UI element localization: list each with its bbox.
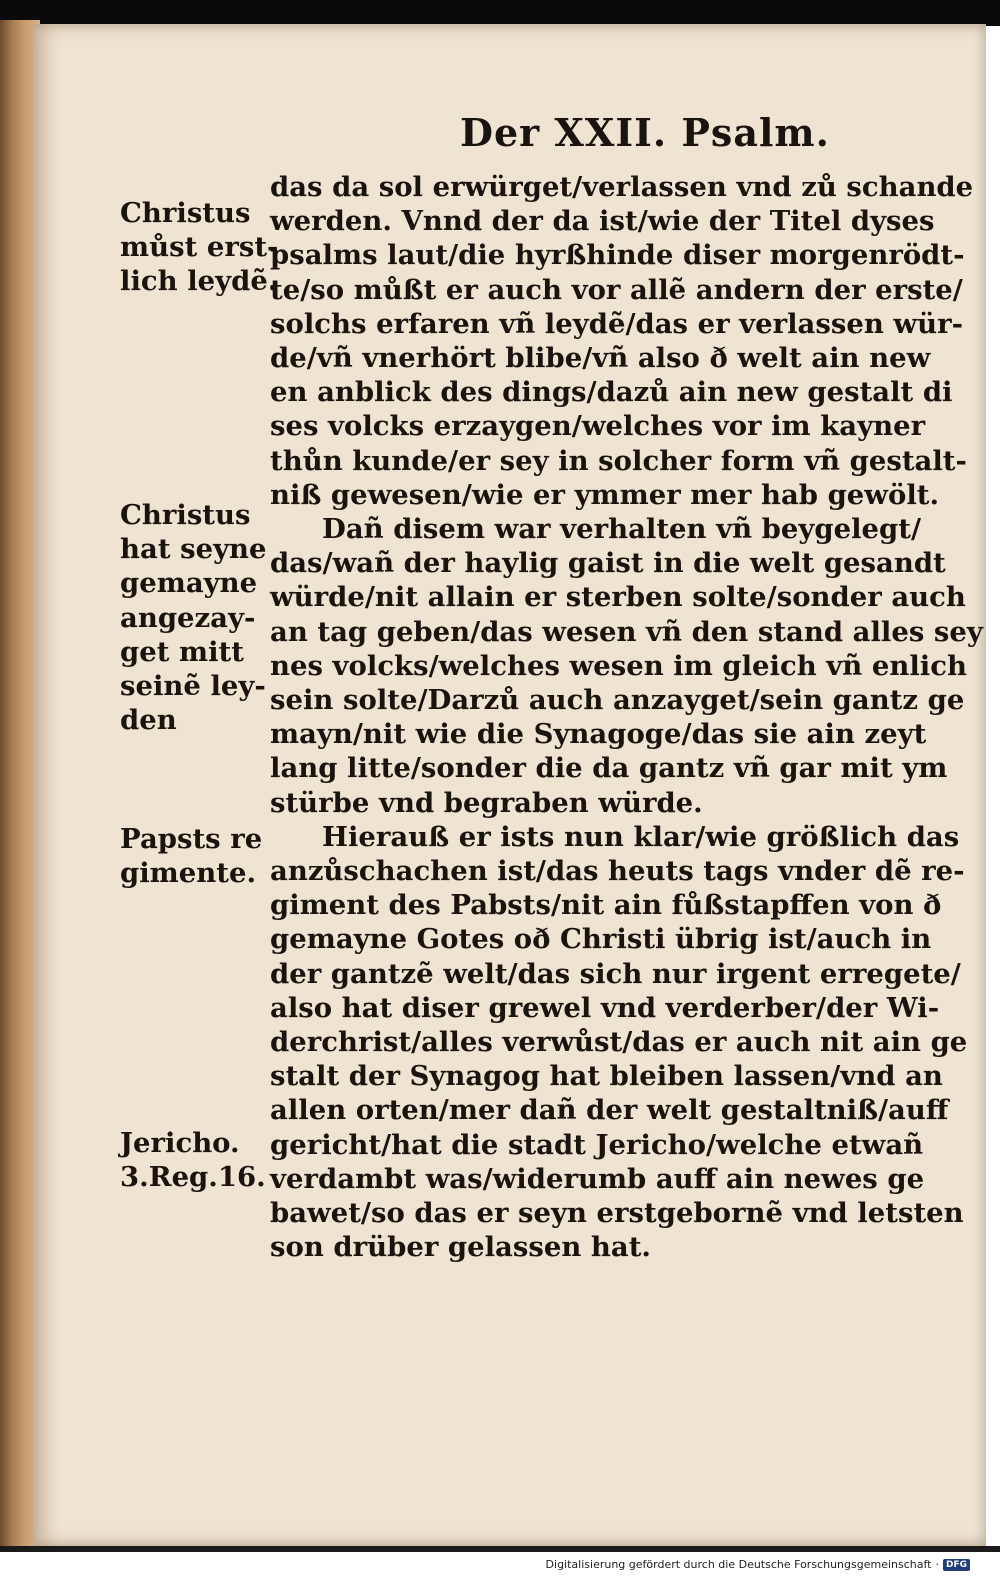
text-line: gemayne Gotes oð Christi übrig ist/auch in [270,923,932,956]
text-line: verdambt was/widerumb auff ain newes ge [270,1162,925,1195]
margin-note-line: Jericho. [120,1127,240,1159]
text-line: allen orten/mer dañ der welt gestaltniß/auff [270,1094,949,1127]
text-line: derchrist/alles verwůst/das er auch nit ain ge [270,1026,968,1059]
margin-note-jericho [120,1126,280,1194]
text-line: Dañ disem war verhalten vñ beygelegt/ [322,513,921,546]
text-line: lang litte/sonder die da gantz vñ gar mit ym [270,752,948,785]
margin-note-line: lich leydẽ. [120,265,278,298]
margin-note-line: gemayne [120,567,258,600]
scan-top-border [0,0,1000,26]
margin-note-line: Papsts re [120,823,263,855]
body-text-block [270,170,983,1265]
text-line: en anblick des dings/dazů ain new gestalt di [270,376,953,409]
page-header-title: Der XXII. Psalm. [460,110,830,155]
text-line: stürbe vnd begraben würde. [270,786,703,819]
margin-note-christus-leiden [120,196,280,299]
margin-note-line: 3.Reg.16. [120,1161,266,1194]
margin-note-christus-gemayne [120,498,280,737]
text-line: son drüber gelassen hat. [270,1231,651,1264]
text-line: nes volcks/welches wesen im gleich vñ enlich [270,649,967,682]
margin-note-line: můst erst- [120,231,279,264]
margin-note-line: Christus [120,499,251,531]
text-line: ses volcks erzaygen/welches vor im kayner [270,410,926,443]
text-line: an tag geben/das wesen vñ den stand alles sey [270,615,983,648]
text-line: solchs erfaren vñ leydẽ/das er verlassen wür- [270,307,963,340]
text-line: der gantzẽ welt/das sich nur irgent erregete/ [270,957,961,990]
margin-note-line: den [120,704,177,737]
scan-bottom-border [0,1546,1000,1552]
text-line: werden. Vnnd der da ist/wie der Titel dyses [270,205,935,238]
text-line: Hierauß er ists nun klar/wie größlich das [322,820,960,853]
text-line: würde/nit allain er sterben solte/sonder auch [270,581,966,614]
margin-note-line: hat seyne [120,533,267,566]
text-line: sein solte/Darzů auch anzayget/sein gantz ge [270,684,965,717]
margin-note-line: Christus [120,197,251,229]
text-line: das da sol erwürget/verlassen vnd zů schande [270,171,974,203]
text-line: niß gewesen/wie er ymmer mer hab gewölt. [270,478,940,511]
text-line: anzůschachen ist/das heuts tags vnder dẽ re- [270,855,965,888]
text-line: giment des Pabsts/nit ain fůßstapffen von ð [270,889,942,922]
text-line: de/vñ vnerhört blibe/vñ also ð welt ain new [270,342,931,375]
digitization-footer: Digitalisierung gefördert durch die Deutsche Forschungsgemeinschaft · DFG [546,1558,970,1571]
margin-note-line: gimente. [120,857,257,890]
text-line: mayn/nit wie die Synagoge/das sie ain zeyt [270,718,927,751]
margin-note-papsts-regiment [120,822,280,890]
margin-note-line: angezay- [120,601,256,634]
text-line: thůn kunde/er sey in solcher form vñ gestalt- [270,444,967,477]
text-line: das/wañ der haylig gaist in die welt gesandt [270,547,946,580]
text-line: stalt der Synagog hat bleiben lassen/vnd an [270,1060,943,1093]
text-line: bawet/so das er seyn erstgebornẽ vnd letsten [270,1197,964,1230]
text-line: te/so můßt er auch vor allẽ andern der erste/ [270,273,963,306]
text-line: gericht/hat die stadt Jericho/welche etwañ [270,1128,924,1161]
footer-credit: Digitalisierung gefördert durch die Deutsche Forschungsgemeinschaft [545,1558,932,1571]
margin-note-line: get mitt [120,635,244,668]
dfg-logo-icon: DFG [943,1559,970,1571]
text-line: psalms laut/die hyrßhinde diser morgenrödt- [270,239,965,272]
text-line: also hat diser grewel vnd verderber/der Wi- [270,991,940,1024]
margin-note-line: seinẽ ley- [120,670,266,703]
